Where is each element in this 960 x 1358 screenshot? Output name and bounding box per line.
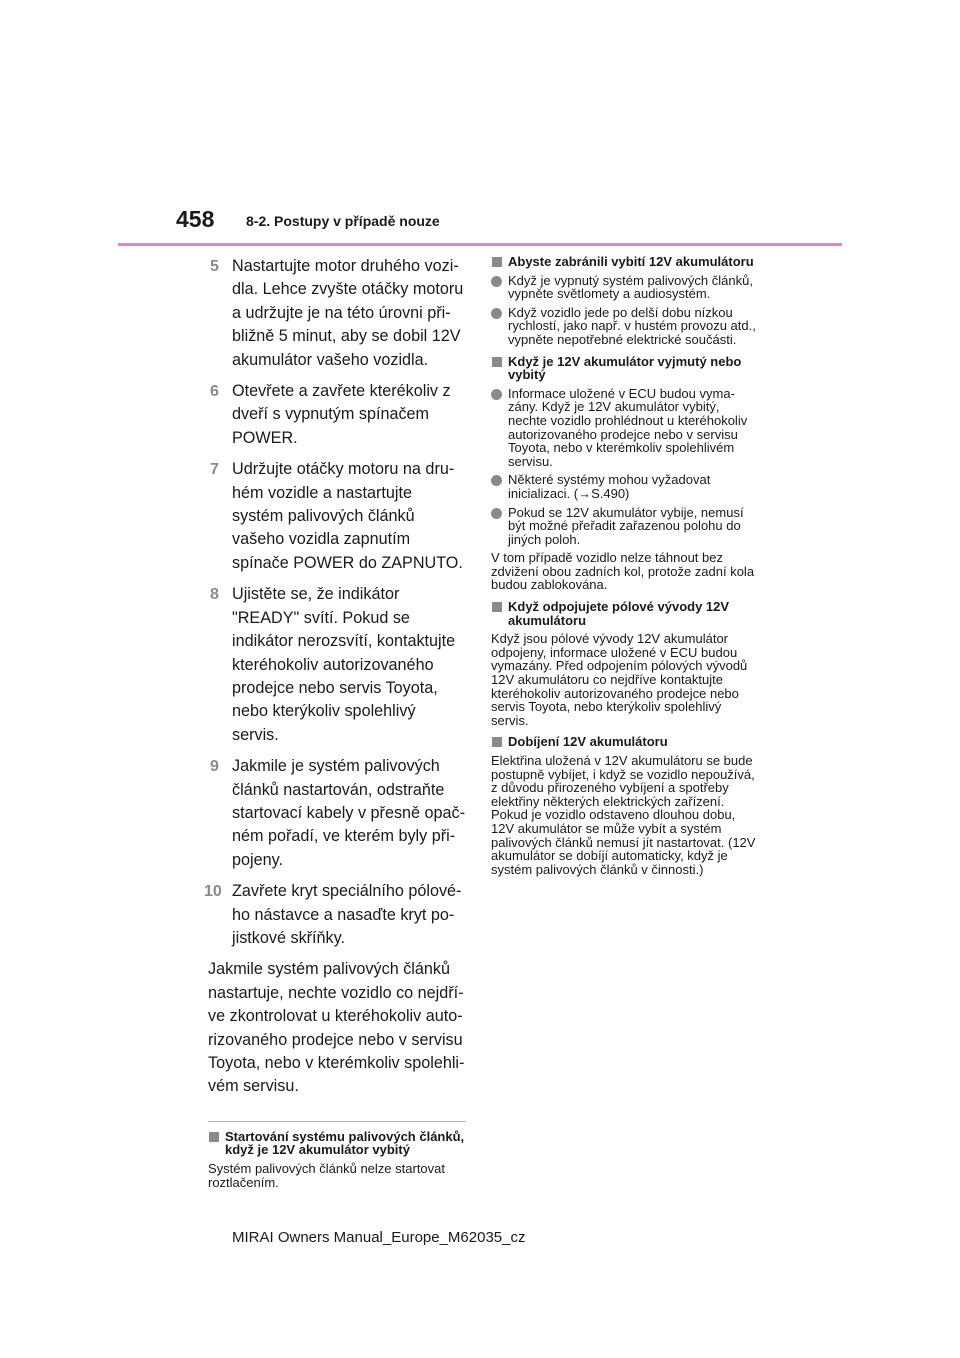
step-number: 6	[210, 383, 219, 401]
bullet-text: Některé systémy mohou vyžadovat inicializaci. (→S.490)	[508, 472, 711, 501]
step-text: Nastartujte motor druhého vozidla. Lehce zvyšte otáčky motoru a udržujte je na této úrovni přibližně 5 minut, aby se dobil 12V akumulátor vašeho vozidla.	[232, 257, 464, 369]
section-heading	[491, 600, 759, 627]
bullet-item	[491, 473, 759, 500]
bullet-item	[491, 506, 759, 547]
section-heading	[208, 1130, 466, 1157]
section-text: V tom případě vozidlo nelze táhnout bez zdvižení obou zadních kol, protože zadní kola budou zablokována.	[491, 550, 755, 593]
step-8	[208, 583, 466, 747]
page-number: 458	[176, 206, 215, 232]
step-text: Ujistěte se, že indikátor "READY" svítí. Pokud se indikátor nerozsvítí, kontaktujte kteréhokoliv autorizovaného prodejce nebo servis Toyota, nebo kterýkoliv spolehlivý servis.	[232, 585, 456, 744]
square-bullet-icon	[492, 357, 502, 367]
section-heading-text: Když odpojujete pólové vývody 12V akumulátoru	[508, 599, 730, 628]
section-title: 8-2. Postupy v případě nouze	[246, 213, 440, 229]
header-divider	[118, 243, 842, 246]
step-text: Jakmile je systém palivových článků nastartován, odstraňte startovací kabely v přesně opačném pořadí, ve kterém byly připojeny.	[232, 757, 466, 869]
bullet-text: Když je vypnutý systém palivových článků, vypněte světlomety a audiosystém.	[508, 272, 753, 302]
step-number: 7	[210, 461, 219, 479]
section-heading-text: Dobíjení 12V akumulátoru	[508, 734, 668, 750]
section-text: Systém palivových článků nelze startovat roztlačením.	[208, 1161, 445, 1190]
section-heading-text: Když je 12V akumulátor vyjmutý nebo vybitý	[508, 353, 742, 383]
circle-bullet-icon	[491, 389, 502, 400]
bullet-text: Pokud se 12V akumulátor vybije, nemusí být možné přeřadit zařazenou polohu do jiných poloh.	[508, 504, 744, 547]
section-heading	[491, 255, 759, 269]
step-number: 10	[204, 883, 222, 901]
circle-bullet-icon	[491, 276, 502, 287]
section-divider	[208, 1121, 466, 1122]
step-text: Zavřete kryt speciálního pólového nástavce a nasaďte kryt pojistkové skříňky.	[232, 882, 462, 947]
section-text: Když jsou pólové vývody 12V akumulátor odpojeny, informace uložené v ECU budou vymazány. Před odpojením pólových vývodů 12V akumulátoru co nejdříve kontaktujte kteréhokoliv autorizovaného prodejce nebo servis Toyota, nebo kterýkoliv spolehlivý servis.	[491, 631, 748, 728]
section-heading	[491, 355, 759, 382]
square-bullet-icon	[492, 737, 502, 747]
section-heading-text: Startování systému palivových článků, když je 12V akumulátor vybitý	[225, 1128, 465, 1158]
section-text: Elektřina uložená v 12V akumulátoru se bude postupně vybíjet, i když se vozidlo nepoužívá, z důvodu přirozeného vybíjení a spotřeby elektřiny některých elektrických zařízení. Pokud je vozidlo odstaveno dlouhou dobu, 12V akumulátor se může vybít a systém palivových článků nemusí jít nastartovat. (12V akumulátor se dobíjí automaticky, když je systém palivových článků v činnosti.)	[491, 753, 756, 877]
step-7	[208, 458, 466, 575]
footer-text: MIRAI Owners Manual_Europe_M62035_cz	[232, 1229, 526, 1246]
square-bullet-icon	[492, 602, 502, 612]
bullet-item	[491, 306, 759, 347]
bullet-item	[491, 274, 759, 301]
step-text: Otevřete a zavřete kterékoliv z dveří s vypnutým spínačem POWER.	[232, 382, 451, 447]
step-text: Udržujte otáčky motoru na druhém vozidle a nastartujte systém palivových článků vašeho vozidla zapnutím spínače POWER do ZAPNUTO.	[232, 460, 463, 572]
circle-bullet-icon	[491, 508, 502, 519]
step-5	[208, 255, 466, 372]
circle-bullet-icon	[491, 475, 502, 486]
step-6	[208, 380, 466, 450]
section-heading-text: Abyste zabránili vybití 12V akumulátoru	[508, 254, 754, 269]
step-number: 9	[210, 758, 219, 776]
step-9	[208, 755, 466, 872]
square-bullet-icon	[209, 1132, 219, 1142]
circle-bullet-icon	[491, 308, 502, 319]
right-column	[491, 255, 759, 884]
bullet-item	[491, 387, 759, 469]
closing-paragraph: Jakmile systém palivových článků nastartuje, nechte vozidlo co nejdříve zkontrolovat u kteréhokoliv autorizovaného prodejce nebo v servisu Toyota, nebo v kterémkoliv spolehlivém servisu.	[208, 960, 465, 1096]
bullet-text: Když vozidlo jede po delší dobu nízkou rychlostí, jako např. v hustém provozu atd., vypněte nepotřebné elektrické součásti.	[508, 304, 756, 347]
square-bullet-icon	[492, 257, 502, 267]
section-heading	[491, 735, 759, 749]
left-column	[204, 255, 466, 1197]
bullet-text: Informace uložené v ECU budou vymazány. Když je 12V akumulátor vybitý, nechte vozidlo prohlédnout u kteréhokoliv autorizovaného prodejce nebo v servisu Toyota, nebo v kterémkoliv spolehlivém servisu.	[508, 385, 748, 469]
step-number: 8	[210, 586, 219, 604]
step-10	[204, 880, 466, 950]
step-number: 5	[210, 258, 219, 275]
